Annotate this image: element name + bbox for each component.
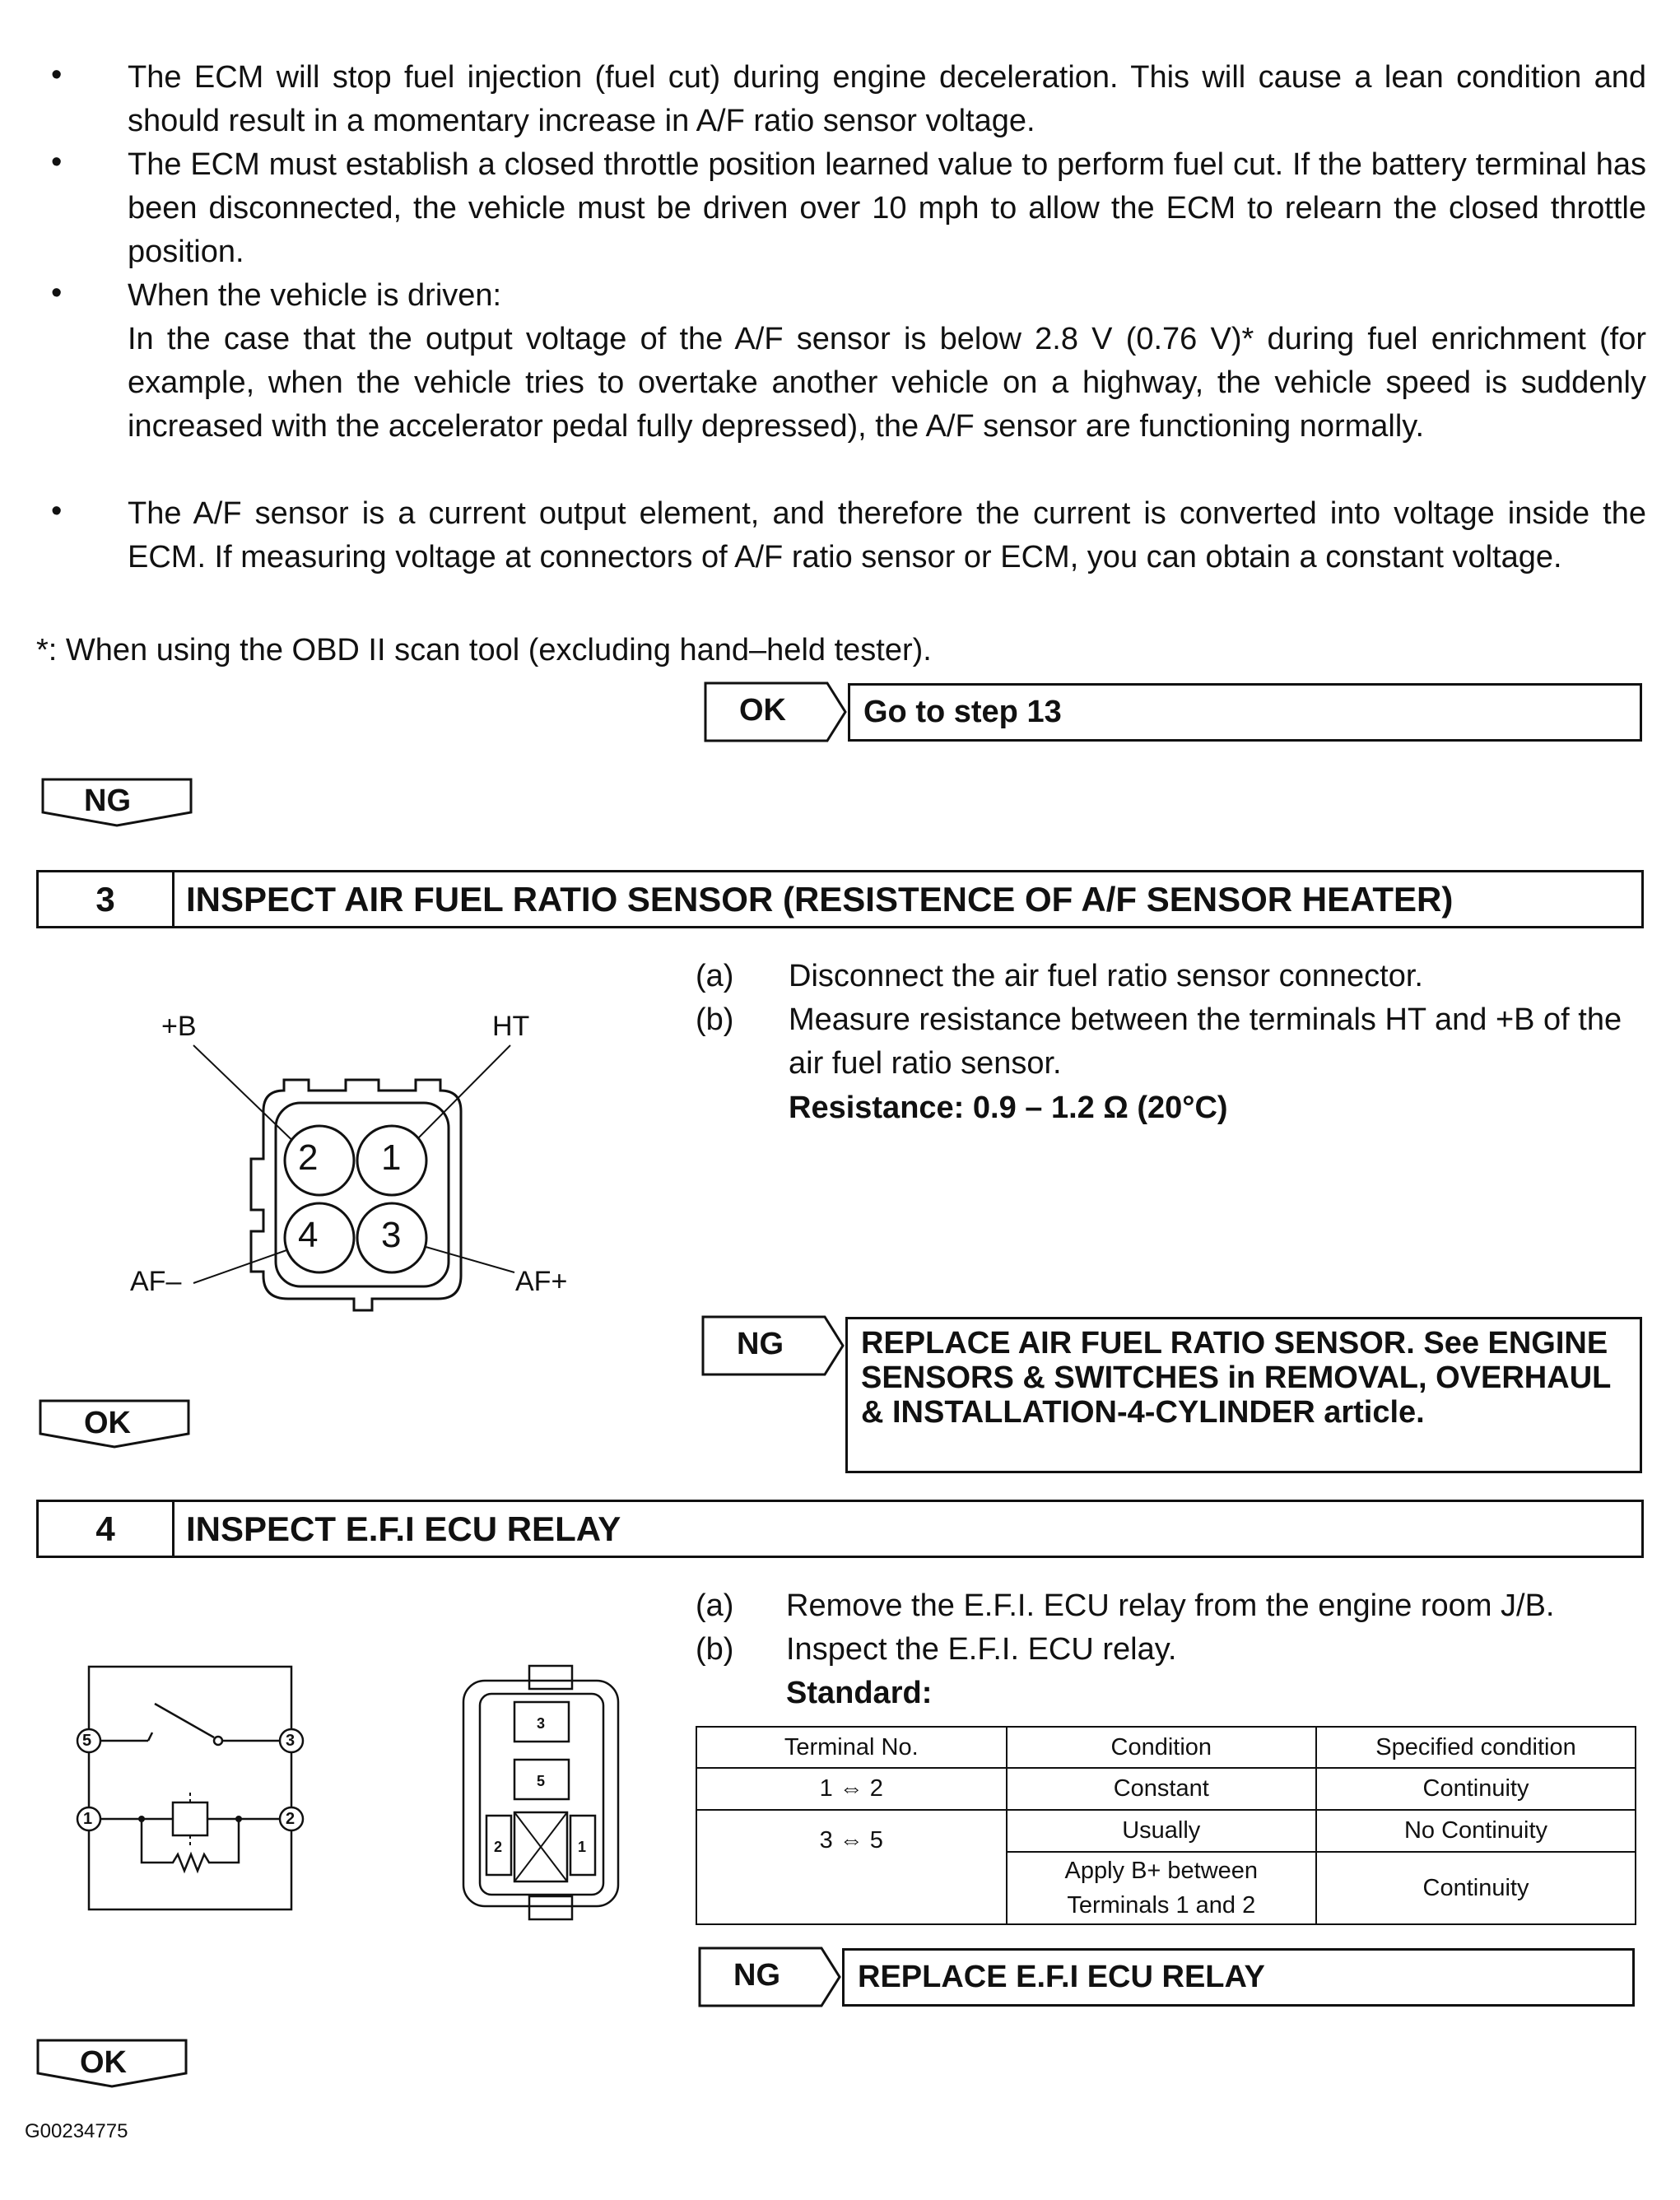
- item-text-b: Inspect the E.F.I. ECU relay.: [786, 1632, 1177, 1667]
- resistance-spec: Resistance: 0.9 – 1.2 Ω (20°C): [789, 1091, 1228, 1125]
- pin-number: 5: [82, 1732, 92, 1750]
- item-letter-b: (b): [696, 1632, 734, 1667]
- ng-label: NG: [733, 1958, 780, 1993]
- bullet-text-2: The ECM must establish a closed throttle position learned value to perform fuel cut. If the battery terminal has been disconnected, the vehicle must be driven over 10 mph to allow the ECM to relearn the closed throttle position.: [128, 147, 1646, 269]
- relay-connector-diagram: [457, 1663, 626, 1926]
- relay-circuit-diagram: [49, 1650, 321, 1922]
- table-cell: 3 ⇔ 5: [696, 1810, 1007, 1924]
- pin-number: 2: [494, 1839, 503, 1855]
- ok-label: OK: [84, 1406, 131, 1440]
- step-number: 4: [39, 1502, 175, 1556]
- table-header: Specified condition: [1316, 1727, 1636, 1768]
- bullet-dot: •: [51, 494, 63, 528]
- footnote: *: When using the OBD II scan tool (excluding hand–held tester).: [36, 633, 932, 667]
- pin-number: 1: [381, 1137, 402, 1178]
- replace-af-sensor-result[interactable]: REPLACE AIR FUEL RATIO SENSOR. See ENGINE SENSORS & SWITCHES in REMOVAL, OVERHAUL & INSTALLATION-4-CYLINDER article.: [845, 1317, 1642, 1473]
- table-cell: Apply B+ between Terminals 1 and 2: [1007, 1852, 1317, 1924]
- bullet-dot: •: [51, 58, 63, 92]
- pin-number: 2: [286, 1810, 296, 1828]
- pin-number: 2: [298, 1137, 319, 1178]
- figure-code: G00234775: [25, 2120, 128, 2142]
- ng-label: NG: [737, 1327, 784, 1361]
- replace-efi-relay-result[interactable]: REPLACE E.F.I ECU RELAY: [842, 1948, 1635, 2007]
- go-to-step-13-result[interactable]: Go to step 13: [848, 683, 1642, 742]
- bullet-dot: •: [51, 145, 63, 179]
- bullet-text-3-detail: In the case that the output voltage of the A/F sensor is below 2.8 V (0.76 V)* during fuel enrichment (for example, when the vehicle tries to overtake another vehicle on a highway, the vehicle speed is suddenly increased with the accelerator pedal fully depressed), the A/F sensor are functioning normally.: [128, 322, 1646, 444]
- terminal-label-ht: HT: [492, 1011, 530, 1042]
- step-3-header: [36, 870, 1644, 928]
- ok-label: OK: [739, 693, 786, 728]
- table-row: [696, 1768, 1636, 1810]
- pin-number: 3: [286, 1732, 296, 1750]
- item-text-a: Remove the E.F.I. ECU relay from the engine room J/B.: [786, 1588, 1555, 1623]
- table-cell: Usually: [1007, 1810, 1317, 1852]
- table-cell: No Continuity: [1316, 1810, 1636, 1852]
- item-letter-a: (a): [696, 959, 734, 993]
- step-title: INSPECT E.F.I ECU RELAY: [186, 1509, 621, 1548]
- pin-number: 1: [578, 1839, 587, 1855]
- bullet-dot: •: [51, 276, 63, 310]
- ng-label: NG: [84, 784, 131, 818]
- table-cell: 1 ⇔ 2: [696, 1768, 1007, 1810]
- item-letter-a: (a): [696, 1588, 734, 1623]
- pin-number: 3: [537, 1715, 546, 1732]
- table-header: Condition: [1007, 1727, 1317, 1768]
- table-header: Terminal No.: [696, 1727, 1007, 1768]
- item-text-b: Measure resistance between the terminals HT and +B of the air fuel ratio sensor.: [789, 1002, 1622, 1081]
- pin-number: 5: [537, 1773, 546, 1789]
- relay-standard-table: [696, 1726, 1636, 1925]
- pin-number: 1: [83, 1810, 93, 1828]
- table-cell: Constant: [1007, 1768, 1317, 1810]
- table-cell: Continuity: [1316, 1852, 1636, 1924]
- terminal-label-plus-b: +B: [161, 1011, 197, 1042]
- bullet-text-4: The A/F sensor is a current output element, and therefore the current is converted into voltage inside the ECM. If measuring voltage at connectors of A/F ratio sensor or ECM, you can obtain a constant voltage.: [128, 496, 1646, 574]
- step-title: INSPECT AIR FUEL RATIO SENSOR (RESISTENCE OF A/F SENSOR HEATER): [186, 879, 1454, 919]
- step-4-header: [36, 1500, 1644, 1558]
- bullet-text-3: When the vehicle is driven:: [128, 278, 502, 313]
- table-cell: Continuity: [1316, 1768, 1636, 1810]
- terminal-label-af-plus: AF+: [515, 1266, 568, 1297]
- item-letter-b: (b): [696, 1002, 734, 1037]
- item-text-a: Disconnect the air fuel ratio sensor connector.: [789, 959, 1423, 993]
- standard-label: Standard:: [786, 1676, 933, 1710]
- pin-number: 4: [298, 1215, 319, 1255]
- pin-number: 3: [381, 1215, 402, 1255]
- step-number: 3: [39, 872, 175, 926]
- ok-label: OK: [80, 2045, 127, 2080]
- bullet-text-1: The ECM will stop fuel injection (fuel cut) during engine deceleration. This will cause a lean condition and should result in a momentary increase in A/F ratio sensor voltage.: [128, 60, 1646, 138]
- table-row: [696, 1810, 1636, 1852]
- terminal-label-af-minus: AF–: [130, 1266, 182, 1297]
